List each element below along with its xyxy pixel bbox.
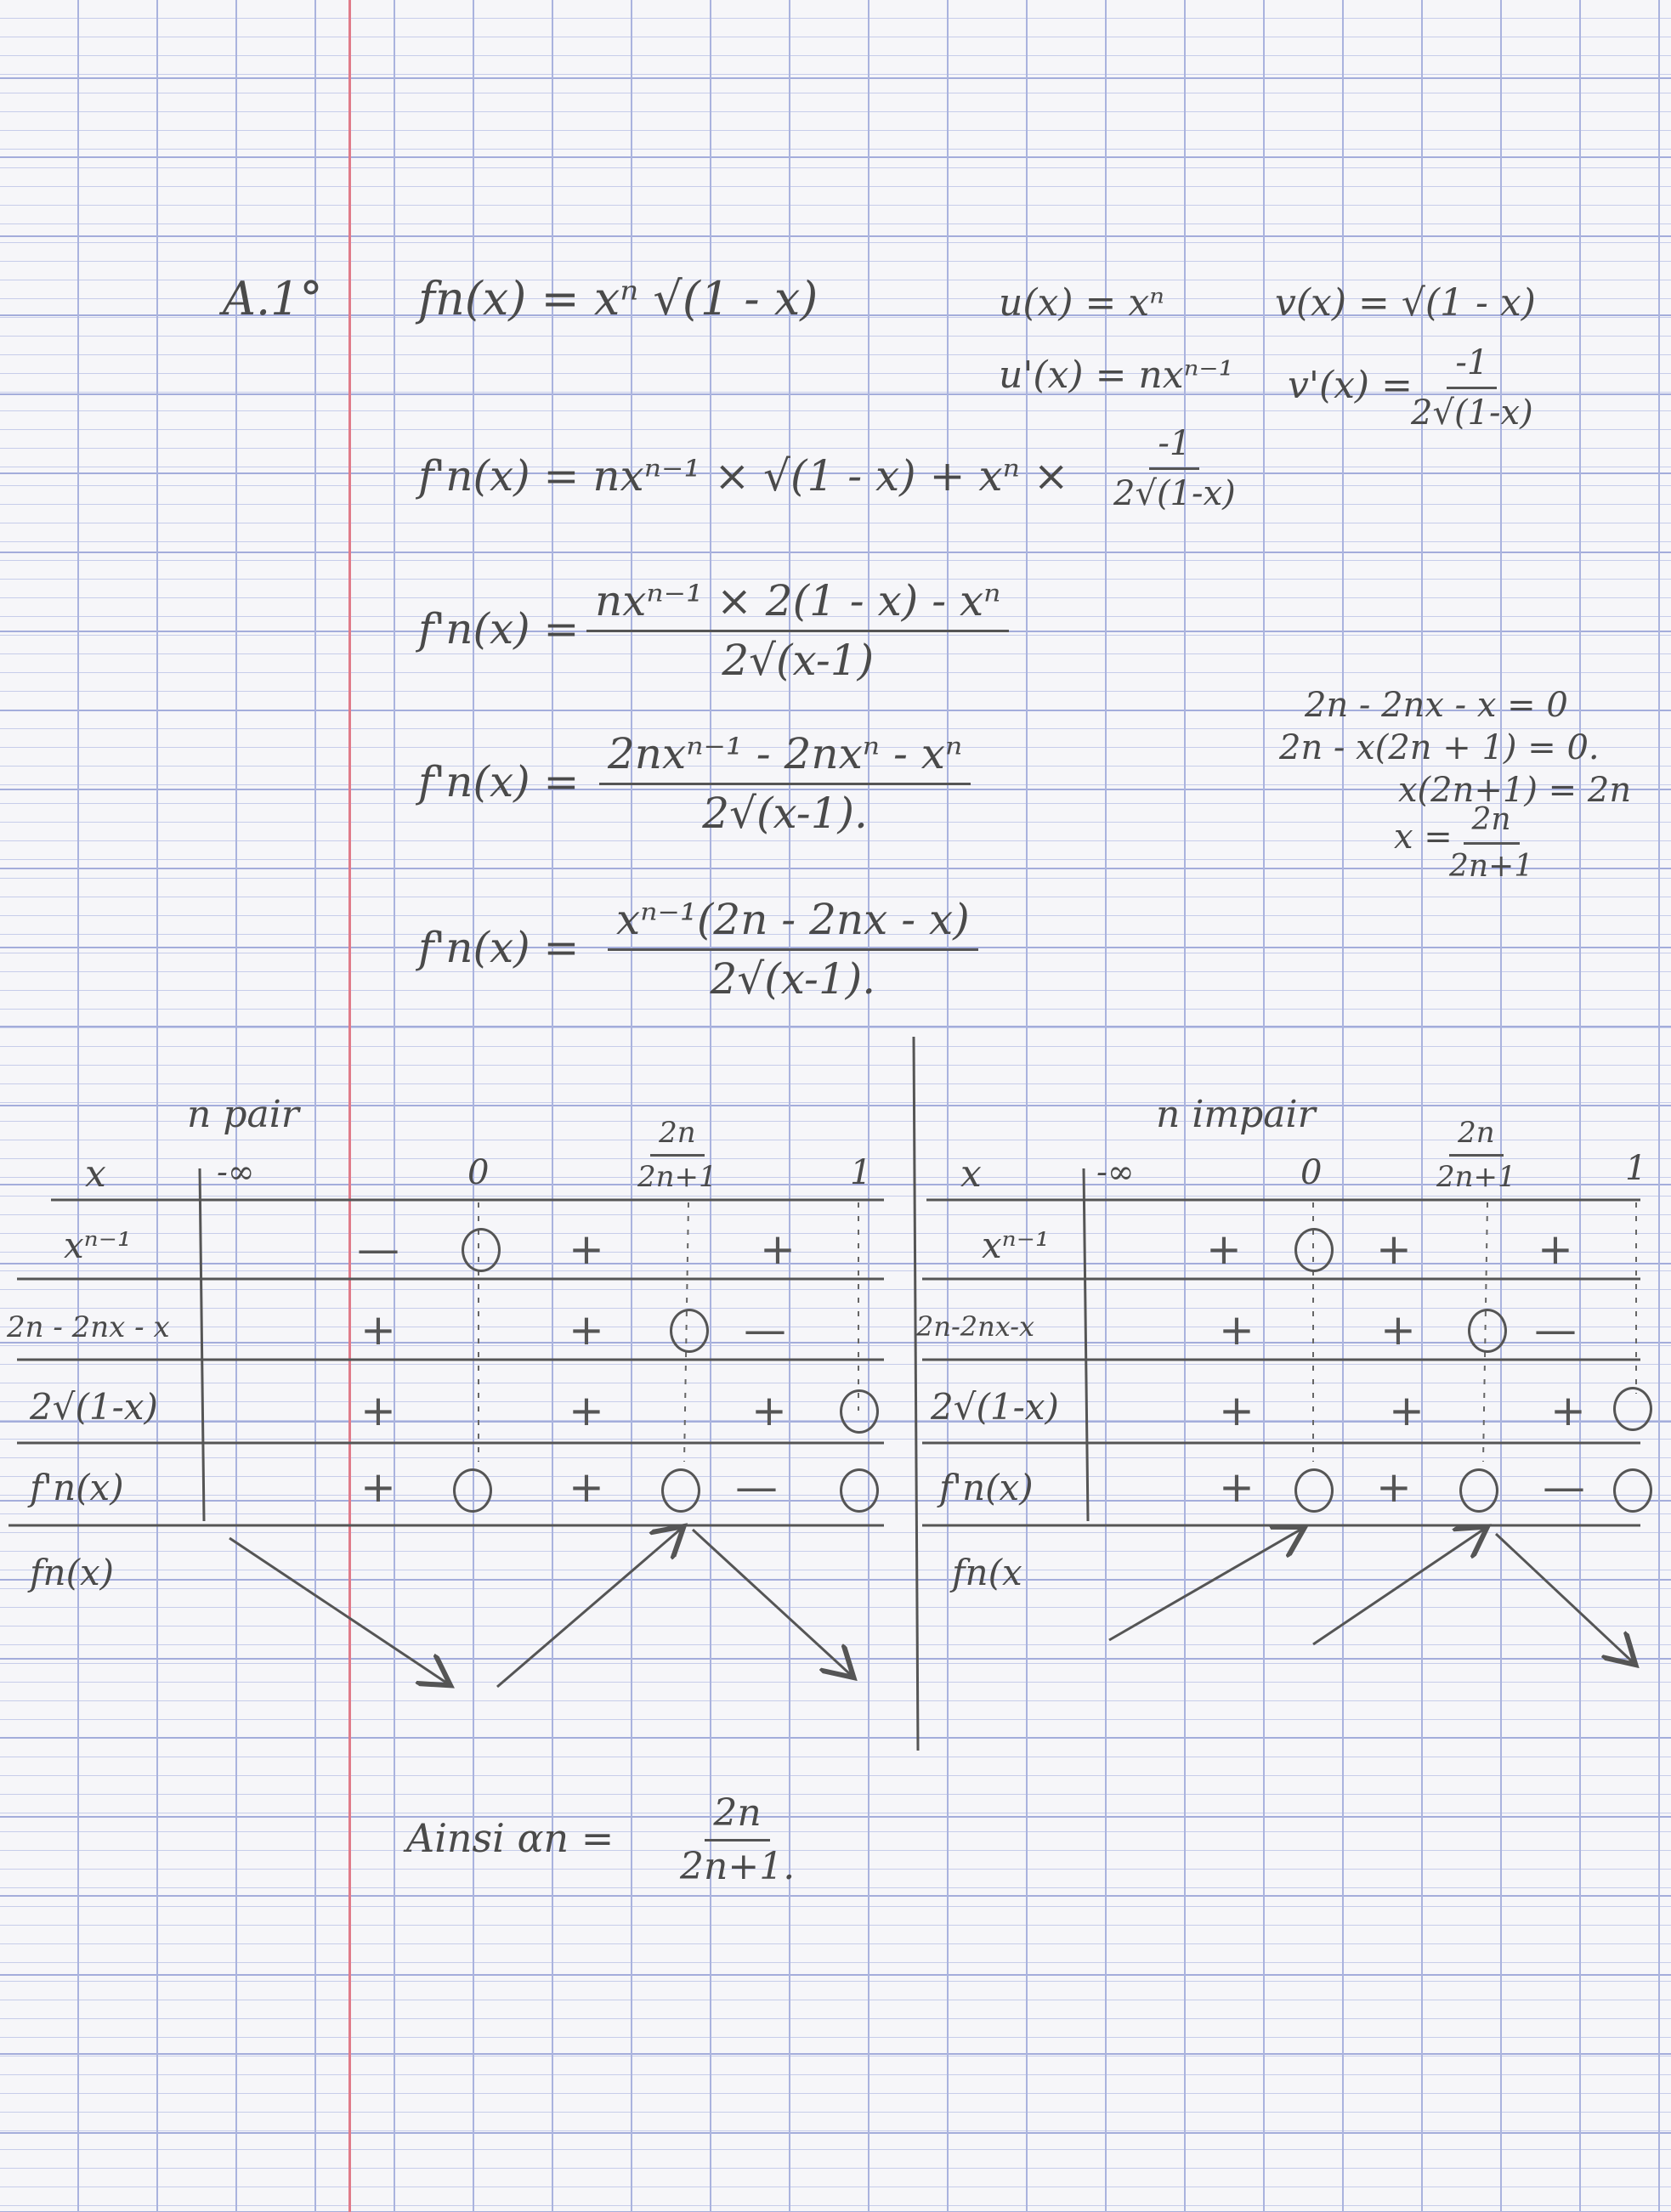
derivative-line-3-denominator: 2√(x-1). [702,789,868,838]
right-zero-r4-a [1294,1468,1334,1513]
left-decreasing-arrow-2 [693,1530,850,1674]
v-prime-denominator: 2√(1-x) [1411,393,1533,433]
right-sign-r4-c: — [1543,1462,1585,1512]
left-zero-r2-a [670,1309,709,1353]
derivative-line-2-numerator: nxⁿ⁻¹ × 2(1 - x) - xⁿ [586,578,1009,632]
left-header-critical-numerator: 2n [650,1117,705,1157]
derivative-line-3-lhs: f'n(x) = [418,757,580,806]
left-zero-r4-c [840,1468,879,1513]
right-header-x: x [960,1152,982,1196]
solve-line-3: x(2n+1) = 2n [1398,771,1632,810]
v-prime-numerator: -1 [1447,344,1497,389]
right-sign-r2-b: + [1380,1305,1416,1355]
left-zero-r4-a [453,1468,492,1513]
left-sign-r3-c: + [751,1386,787,1435]
right-sign-r4-a: + [1219,1462,1255,1512]
solve-line-1: 2n - 2nx - x = 0 [1305,686,1568,725]
conclusion-lhs: Ainsi αn = [406,1815,615,1861]
derivative-line-1-numerator: -1 [1149,425,1199,470]
solve-line-2: 2n - x(2n + 1) = 0. [1279,728,1600,767]
left-decreasing-arrow-1 [229,1538,446,1683]
right-decreasing-arrow [1496,1534,1632,1661]
right-header-neg-infinity: -∞ [1096,1153,1135,1191]
solve-line-4-lhs: x = [1394,817,1453,857]
left-sign-r1-b: + [569,1225,604,1274]
right-header-critical [1436,1117,1516,1194]
left-sign-r3-b: + [569,1386,604,1435]
left-sign-r1-c: + [760,1225,796,1274]
derivative-line-2-denominator: 2√(x-1) [722,636,875,685]
right-zero-r2-a [1468,1309,1507,1353]
exercise-label: A.1° [223,272,323,325]
right-zero-r3-a [1613,1387,1652,1431]
right-zero-r4-b [1459,1468,1498,1513]
left-table-title: n pair [187,1093,299,1136]
right-row-label-3: 2√(1-x) [931,1386,1059,1428]
right-row-label-4: f'n(x) [939,1467,1034,1508]
left-sign-r3-a: + [360,1386,396,1435]
right-sign-r3-b: + [1389,1386,1425,1435]
left-sign-r4-c: — [735,1462,778,1512]
right-row-label-5: fn(x [952,1552,1022,1593]
right-sign-r1-b: + [1376,1225,1412,1274]
solve-line-4-numerator: 2n [1464,803,1520,845]
left-header-one: 1 [850,1153,872,1192]
derivative-line-1-denominator: 2√(1-x) [1113,474,1236,513]
right-header-critical-numerator: 2n [1449,1117,1504,1157]
derivative-line-2-lhs: f'n(x) = [418,604,580,653]
left-row-label-3: 2√(1-x) [30,1386,158,1428]
left-sign-r2-b: + [569,1305,604,1355]
left-row-label-1: xⁿ⁻¹ [64,1225,132,1266]
conclusion-fraction [680,1793,795,1888]
left-row-label-2: 2n - 2nx - x [7,1310,170,1344]
v-definition: v(x) = √(1 - x) [1275,281,1536,325]
v-prime-lhs: v'(x) = [1288,364,1413,407]
left-header-neg-infinity: -∞ [217,1153,255,1191]
derivative-line-4-denominator: 2√(x-1). [710,954,876,1004]
right-sign-r1-c: + [1538,1225,1573,1274]
left-zero-r4-b [661,1468,700,1513]
function-definition: fn(x) = xⁿ √(1 - x) [418,272,819,325]
left-label-column-line [200,1168,204,1521]
right-zero-r1-a [1294,1228,1334,1272]
right-row-label-1: xⁿ⁻¹ [982,1225,1050,1266]
right-sign-r1-a: + [1206,1225,1242,1274]
derivative-line-4-numerator: xⁿ⁻¹(2n - 2nx - x) [608,897,978,951]
left-sign-r2-a: + [360,1305,396,1355]
right-row-label-2: 2n-2nx-x [916,1310,1035,1343]
right-sign-r2-c: — [1534,1305,1577,1355]
u-definition: u(x) = xⁿ [999,281,1164,325]
right-label-column-line [1084,1168,1088,1521]
left-sign-r2-c: — [744,1305,786,1355]
right-increasing-arrow-1 [1109,1530,1300,1640]
right-sign-r3-c: + [1550,1386,1586,1435]
left-row-label-4: f'n(x) [30,1467,124,1508]
right-table-title: n impair [1156,1093,1316,1136]
left-zero-r1-a [462,1228,501,1272]
table-separator-line [914,1037,918,1751]
left-zero-r3-a [840,1389,879,1434]
left-sign-r1-a: — [357,1225,399,1274]
derivative-line-1: f'n(x) = nxⁿ⁻¹ × √(1 - x) + xⁿ × [418,451,1069,501]
solve-line-4-denominator: 2n+1 [1449,848,1534,884]
left-sign-r4-a: + [360,1462,396,1512]
left-header-critical-denominator: 2n+1 [637,1160,717,1195]
right-sign-r2-a: + [1219,1305,1255,1355]
left-row-label-5: fn(x) [30,1552,115,1593]
conclusion-numerator: 2n [705,1793,769,1841]
right-header-critical-denominator: 2n+1 [1436,1160,1516,1195]
u-prime-definition: u'(x) = nxⁿ⁻¹ [999,354,1234,397]
left-increasing-arrow [497,1530,680,1687]
derivative-line-3-numerator: 2nxⁿ⁻¹ - 2nxⁿ - xⁿ [599,731,971,785]
left-header-zero: 0 [467,1153,490,1192]
right-sign-r4-b: + [1376,1462,1412,1512]
right-zero-r4-c [1613,1468,1652,1513]
left-header-x: x [85,1152,106,1196]
left-sign-r4-b: + [569,1462,604,1512]
right-header-one: 1 [1625,1149,1647,1188]
right-sign-r3-a: + [1219,1386,1255,1435]
right-header-zero: 0 [1300,1153,1323,1192]
conclusion-denominator: 2n+1. [680,1845,796,1889]
right-increasing-arrow-2 [1313,1530,1483,1644]
left-header-critical [637,1117,717,1194]
derivative-line-4-lhs: f'n(x) = [418,923,580,972]
